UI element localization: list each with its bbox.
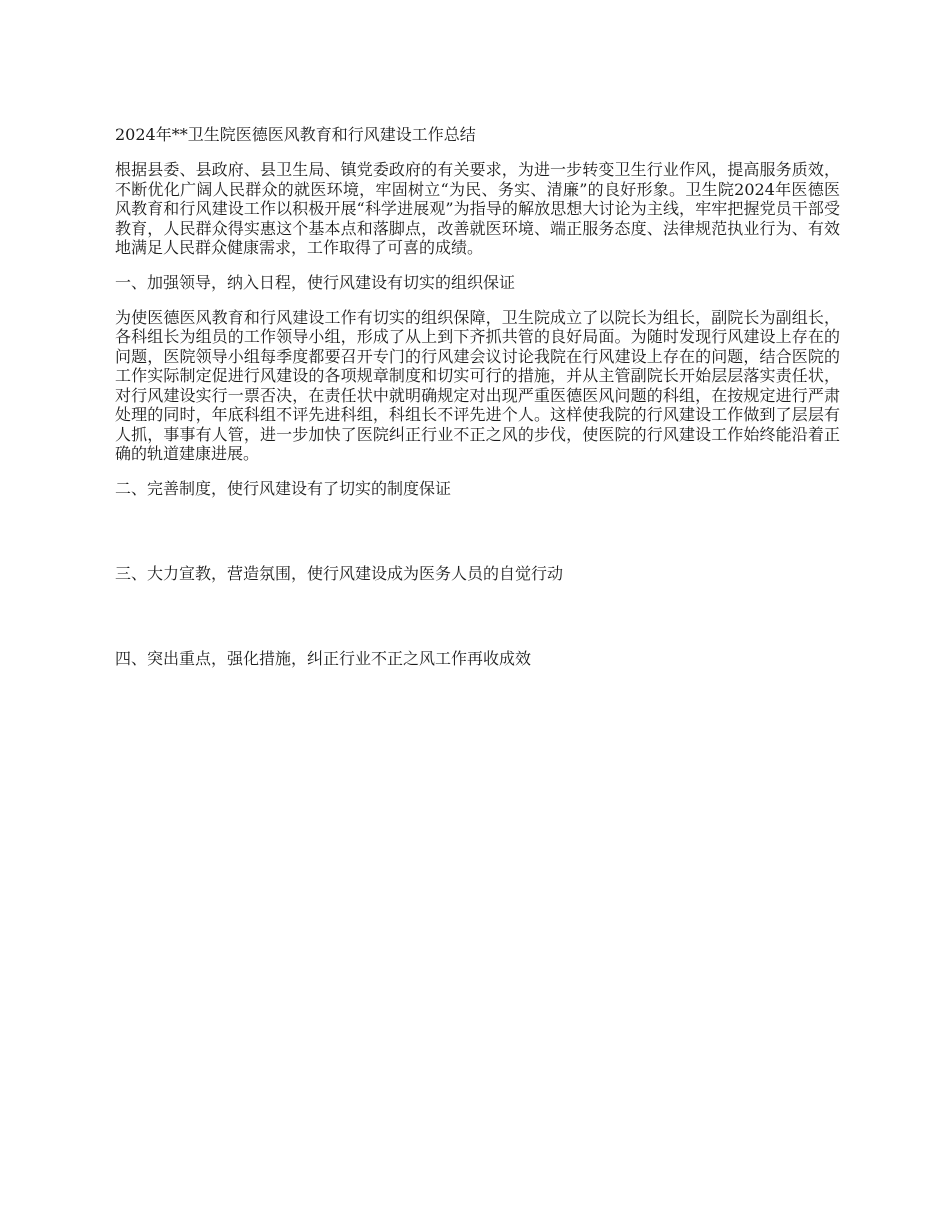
section-3-empty-body	[115, 599, 840, 648]
section-3-heading: 三、大力宣教，营造氛围，使行风建设成为医务人员的自觉行动	[115, 563, 564, 583]
document-title: 2024年**卫生院医德医风教育和行风建设工作总结	[115, 125, 476, 144]
intro-paragraph: 根据县委、县政府、县卫生局、镇党委政府的有关要求，为进一步转变卫生行业作风，提高服务质效，不断优化广阔人民群众的就医环境，牢固树立“为民、务实、清廉”的良好形象。卫生院2024年医德医风教育和行风建设工作以积极开展“科学进展观”为指导的解放思想大讨论为主线，牢牢把握党员干部受教育，人民群众得实惠这个基本点和落脚点，改善就医环境、端正服务态度、法律规范执业行为、有效地满足人民群众健康需求，工作取得了可喜的成绩。	[115, 160, 840, 257]
section-2-empty-body	[115, 514, 840, 563]
section-2-heading: 二、完善制度，使行风建设有了切实的制度保证	[115, 478, 452, 498]
document-page	[115, 124, 840, 684]
section-4-heading: 四、突出重点，强化措施，纠正行业不正之风工作再收成效	[115, 648, 532, 668]
section-1-heading: 一、加强领导，纳入日程，使行风建设有切实的组织保证	[115, 272, 516, 292]
section-1-body: 为使医德医风教育和行风建设工作有切实的组织保障，卫生院成立了以院长为组长，副院长为副组长，各科组长为组员的工作领导小组，形成了从上到下齐抓共管的良好局面。为随时发现行风建设上存在的问题，医院领导小组每季度都要召开专门的行风建会议讨论我院在行风建设上存在的问题，结合医院的工作实际制定促进行风建设的各项规章制度和切实可行的措施，并从主管副院长开始层层落实责任状，对行风建设实行一票否决，在责任状中就明确规定对出现严重医德医风问题的科组，在按规定进行严肃处理的同时，年底科组不评先进科组，科组长不评先进个人。这样使我院的行风建设工作做到了层层有人抓，事事有人管，进一步加快了医院纠正行业不正之风的步伐，使医院的行风建设工作始终能沿着正确的轨道建康进展。	[115, 307, 840, 463]
